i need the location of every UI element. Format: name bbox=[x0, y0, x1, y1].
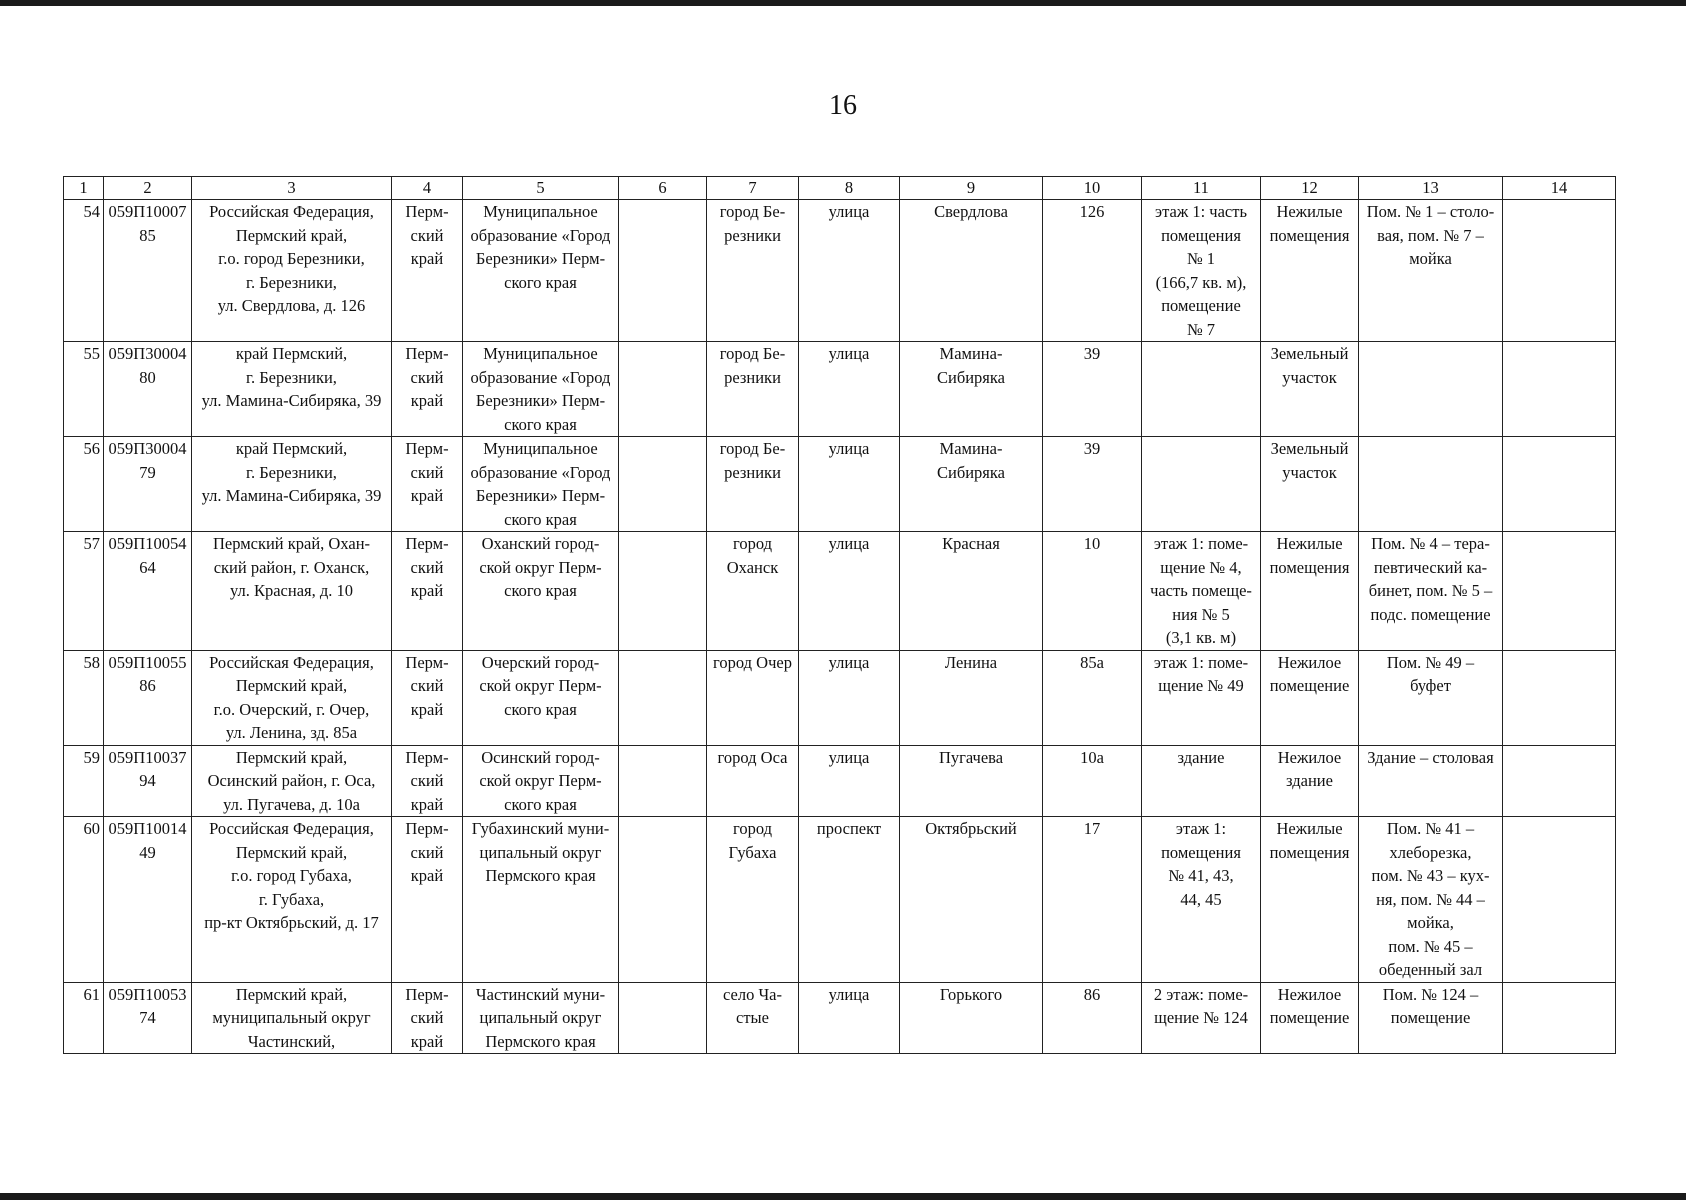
column-header: 5 bbox=[463, 177, 619, 200]
row-number-cell: 59 bbox=[64, 745, 104, 817]
object-type-cell: Нежилое помещение bbox=[1261, 982, 1359, 1054]
street-type-cell: улица bbox=[799, 437, 900, 532]
row-number-cell: 57 bbox=[64, 532, 104, 651]
registry-code-cell: 059П10037 94 bbox=[104, 745, 192, 817]
registry-code-cell: 059П30004 80 bbox=[104, 342, 192, 437]
premises-purpose-cell: Пом. № 124 – помещение bbox=[1359, 982, 1503, 1054]
municipality-cell: Губахинский муни- ципальный округ Пермского края bbox=[463, 817, 619, 983]
object-type-cell: Нежилые помещения bbox=[1261, 817, 1359, 983]
column-header: 1 bbox=[64, 177, 104, 200]
premises-purpose-cell bbox=[1359, 437, 1503, 532]
empty-cell-6 bbox=[619, 437, 707, 532]
building-number-cell: 39 bbox=[1043, 342, 1142, 437]
settlement-cell: город Бе- резники bbox=[707, 342, 799, 437]
column-header: 3 bbox=[192, 177, 392, 200]
municipality-cell: Муниципальное образование «Город Березники» Перм- ского края bbox=[463, 200, 619, 342]
object-type-cell: Нежилое здание bbox=[1261, 745, 1359, 817]
address-cell: Российская Федерация, Пермский край, г.о. город Губаха, г. Губаха, пр-кт Октябрьский, д. 17 bbox=[192, 817, 392, 983]
column-header: 8 bbox=[799, 177, 900, 200]
table-row bbox=[64, 650, 1616, 745]
premises-purpose-cell: Пом. № 41 – хлеборезка, пом. № 43 – кух- ня, пом. № 44 – мойка, пом. № 45 – обеденный зал bbox=[1359, 817, 1503, 983]
region-cell: Перм- ский край bbox=[392, 437, 463, 532]
empty-cell-14 bbox=[1503, 437, 1616, 532]
premises-purpose-cell bbox=[1359, 342, 1503, 437]
premises-description-cell bbox=[1142, 437, 1261, 532]
address-cell: Пермский край, Охан- ский район, г. Оханск, ул. Красная, д. 10 bbox=[192, 532, 392, 651]
address-cell: Пермский край, муниципальный округ Частинский, bbox=[192, 982, 392, 1054]
municipality-cell: Муниципальное образование «Город Березники» Перм- ского края bbox=[463, 342, 619, 437]
registry-code-cell: 059П10014 49 bbox=[104, 817, 192, 983]
table-body bbox=[64, 200, 1616, 1054]
street-type-cell: проспект bbox=[799, 817, 900, 983]
empty-cell-6 bbox=[619, 342, 707, 437]
municipality-cell: Осинский город- ской округ Перм- ского края bbox=[463, 745, 619, 817]
address-cell: Российская Федерация, Пермский край, г.о. Очерский, г. Очер, ул. Ленина, зд. 85а bbox=[192, 650, 392, 745]
row-number-cell: 54 bbox=[64, 200, 104, 342]
street-name-cell: Октябрьский bbox=[900, 817, 1043, 983]
address-cell: Российская Федерация, Пермский край, г.о. город Березники, г. Березники, ул. Свердлова, д. 126 bbox=[192, 200, 392, 342]
street-name-cell: Мамина- Сибиряка bbox=[900, 437, 1043, 532]
table-row bbox=[64, 532, 1616, 651]
registry-code-cell: 059П10055 86 bbox=[104, 650, 192, 745]
registry-code-cell: 059П10054 64 bbox=[104, 532, 192, 651]
building-number-cell: 126 bbox=[1043, 200, 1142, 342]
column-header: 4 bbox=[392, 177, 463, 200]
building-number-cell: 85а bbox=[1043, 650, 1142, 745]
premises-purpose-cell: Здание – столовая bbox=[1359, 745, 1503, 817]
street-name-cell: Ленина bbox=[900, 650, 1043, 745]
premises-description-cell: этаж 1: часть помещения № 1 (166,7 кв. м), помещение № 7 bbox=[1142, 200, 1261, 342]
object-type-cell: Земельный участок bbox=[1261, 437, 1359, 532]
region-cell: Перм- ский край bbox=[392, 745, 463, 817]
row-number-cell: 61 bbox=[64, 982, 104, 1054]
building-number-cell: 10а bbox=[1043, 745, 1142, 817]
table-row bbox=[64, 745, 1616, 817]
address-cell: край Пермский, г. Березники, ул. Мамина-Сибиряка, 39 bbox=[192, 342, 392, 437]
column-header: 7 bbox=[707, 177, 799, 200]
empty-cell-14 bbox=[1503, 817, 1616, 983]
premises-purpose-cell: Пом. № 4 – тера- певтический ка- бинет, пом. № 5 – подс. помещение bbox=[1359, 532, 1503, 651]
scan-bottom-edge bbox=[0, 1193, 1686, 1200]
municipality-cell: Оханский город- ской округ Перм- ского края bbox=[463, 532, 619, 651]
column-header: 14 bbox=[1503, 177, 1616, 200]
table-row bbox=[64, 342, 1616, 437]
street-type-cell: улица bbox=[799, 982, 900, 1054]
premises-description-cell: 2 этаж: поме- щение № 124 bbox=[1142, 982, 1261, 1054]
column-header: 2 bbox=[104, 177, 192, 200]
region-cell: Перм- ский край bbox=[392, 817, 463, 983]
table-header bbox=[64, 177, 1616, 200]
empty-cell-14 bbox=[1503, 650, 1616, 745]
scan-top-edge bbox=[0, 0, 1686, 6]
row-number-cell: 55 bbox=[64, 342, 104, 437]
settlement-cell: город Оханск bbox=[707, 532, 799, 651]
municipality-cell: Муниципальное образование «Город Березники» Перм- ского края bbox=[463, 437, 619, 532]
region-cell: Перм- ский край bbox=[392, 200, 463, 342]
settlement-cell: город Бе- резники bbox=[707, 200, 799, 342]
settlement-cell: город Очер bbox=[707, 650, 799, 745]
settlement-cell: город Оса bbox=[707, 745, 799, 817]
page-number: 16 bbox=[829, 90, 857, 121]
building-number-cell: 17 bbox=[1043, 817, 1142, 983]
building-number-cell: 10 bbox=[1043, 532, 1142, 651]
premises-description-cell bbox=[1142, 342, 1261, 437]
object-type-cell: Нежилые помещения bbox=[1261, 200, 1359, 342]
column-header: 10 bbox=[1043, 177, 1142, 200]
empty-cell-6 bbox=[619, 745, 707, 817]
street-type-cell: улица bbox=[799, 342, 900, 437]
municipality-cell: Частинский муни- ципальный округ Пермского края bbox=[463, 982, 619, 1054]
registry-code-cell: 059П10053 74 bbox=[104, 982, 192, 1054]
table-row bbox=[64, 200, 1616, 342]
row-number-cell: 56 bbox=[64, 437, 104, 532]
region-cell: Перм- ский край bbox=[392, 982, 463, 1054]
row-number-cell: 60 bbox=[64, 817, 104, 983]
settlement-cell: город Бе- резники bbox=[707, 437, 799, 532]
registry-table bbox=[63, 176, 1616, 1054]
column-header: 9 bbox=[900, 177, 1043, 200]
object-type-cell: Земельный участок bbox=[1261, 342, 1359, 437]
address-cell: Пермский край, Осинский район, г. Оса, ул. Пугачева, д. 10а bbox=[192, 745, 392, 817]
empty-cell-14 bbox=[1503, 342, 1616, 437]
empty-cell-6 bbox=[619, 650, 707, 745]
table-row bbox=[64, 982, 1616, 1054]
column-header: 12 bbox=[1261, 177, 1359, 200]
empty-cell-14 bbox=[1503, 532, 1616, 651]
building-number-cell: 86 bbox=[1043, 982, 1142, 1054]
premises-purpose-cell: Пом. № 49 – буфет bbox=[1359, 650, 1503, 745]
settlement-cell: город Губаха bbox=[707, 817, 799, 983]
empty-cell-14 bbox=[1503, 745, 1616, 817]
street-type-cell: улица bbox=[799, 650, 900, 745]
column-header: 13 bbox=[1359, 177, 1503, 200]
premises-description-cell: этаж 1: поме- щение № 49 bbox=[1142, 650, 1261, 745]
street-name-cell: Пугачева bbox=[900, 745, 1043, 817]
building-number-cell: 39 bbox=[1043, 437, 1142, 532]
street-name-cell: Красная bbox=[900, 532, 1043, 651]
settlement-cell: село Ча- стые bbox=[707, 982, 799, 1054]
street-type-cell: улица bbox=[799, 745, 900, 817]
street-name-cell: Мамина- Сибиряка bbox=[900, 342, 1043, 437]
header-row bbox=[64, 177, 1616, 200]
registry-code-cell: 059П30004 79 bbox=[104, 437, 192, 532]
object-type-cell: Нежилое помещение bbox=[1261, 650, 1359, 745]
object-type-cell: Нежилые помещения bbox=[1261, 532, 1359, 651]
empty-cell-6 bbox=[619, 817, 707, 983]
empty-cell-14 bbox=[1503, 200, 1616, 342]
registry-code-cell: 059П10007 85 bbox=[104, 200, 192, 342]
street-type-cell: улица bbox=[799, 200, 900, 342]
table-row bbox=[64, 817, 1616, 983]
column-header: 6 bbox=[619, 177, 707, 200]
row-number-cell: 58 bbox=[64, 650, 104, 745]
municipality-cell: Очерский город- ской округ Перм- ского края bbox=[463, 650, 619, 745]
street-name-cell: Свердлова bbox=[900, 200, 1043, 342]
empty-cell-14 bbox=[1503, 982, 1616, 1054]
table-row bbox=[64, 437, 1616, 532]
premises-description-cell: этаж 1: помещения № 41, 43, 44, 45 bbox=[1142, 817, 1261, 983]
premises-description-cell: здание bbox=[1142, 745, 1261, 817]
empty-cell-6 bbox=[619, 200, 707, 342]
column-header: 11 bbox=[1142, 177, 1261, 200]
empty-cell-6 bbox=[619, 982, 707, 1054]
street-type-cell: улица bbox=[799, 532, 900, 651]
premises-description-cell: этаж 1: поме- щение № 4, часть помеще- ния № 5 (3,1 кв. м) bbox=[1142, 532, 1261, 651]
address-cell: край Пермский, г. Березники, ул. Мамина-Сибиряка, 39 bbox=[192, 437, 392, 532]
region-cell: Перм- ский край bbox=[392, 532, 463, 651]
region-cell: Перм- ский край bbox=[392, 650, 463, 745]
empty-cell-6 bbox=[619, 532, 707, 651]
street-name-cell: Горького bbox=[900, 982, 1043, 1054]
region-cell: Перм- ский край bbox=[392, 342, 463, 437]
premises-purpose-cell: Пом. № 1 – столо- вая, пом. № 7 – мойка bbox=[1359, 200, 1503, 342]
